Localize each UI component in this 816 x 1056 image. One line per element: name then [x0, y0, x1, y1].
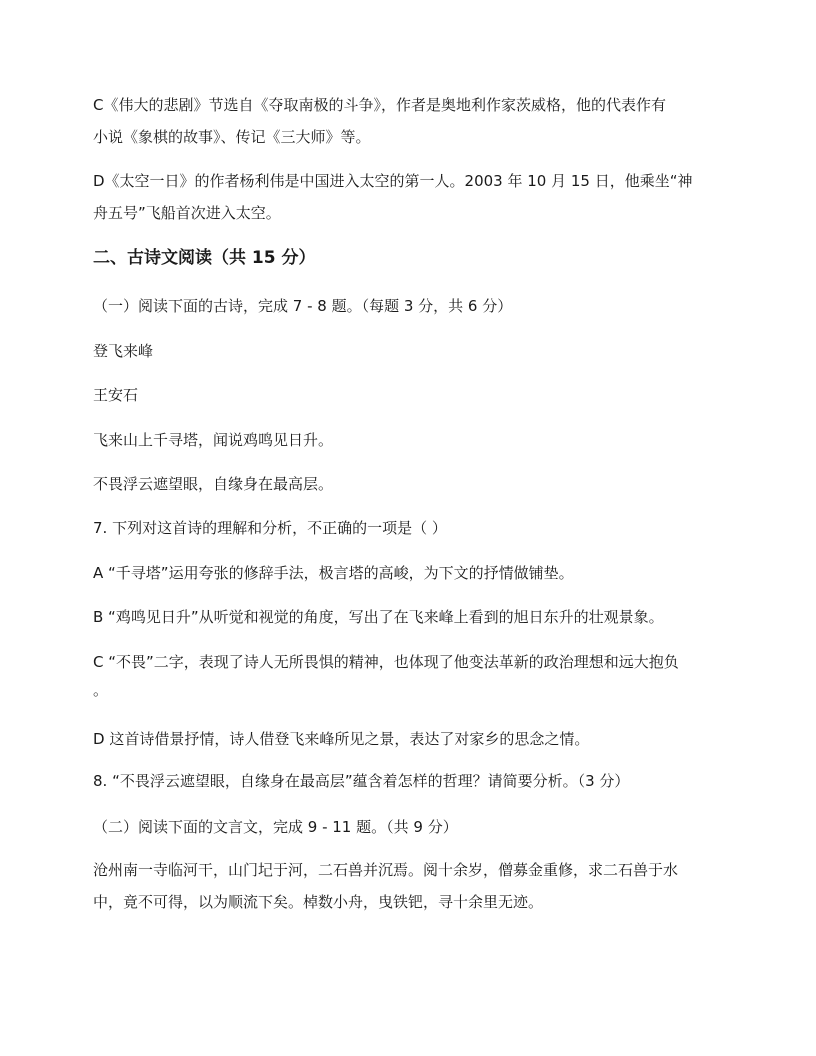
option-d-line-2: 舟五号”飞船首次进入太空。 [93, 204, 281, 222]
question-7-option-c-line-2: 。 [93, 681, 109, 699]
question-7-option-a: A “千寻塔”运用夸张的修辞手法，极言塔的高峻，为下文的抒情做铺垫。 [93, 564, 574, 582]
question-7-option-c-line-1: C “不畏”二字，表现了诗人无所畏惧的精神，也体现了他变法革新的政治理想和远大抱负 [93, 653, 679, 671]
passage-line-2: 中，竟不可得，以为顺流下矣。棹数小舟，曳铁钯，寻十余里无迹。 [93, 893, 544, 911]
poem-author: 王安石 [93, 386, 139, 404]
poem-title: 登飞来峰 [93, 342, 154, 360]
poem-line-1: 飞来山上千寻塔，闻说鸡鸣见日升。 [93, 431, 334, 449]
subsection-1-instruction: （一）阅读下面的古诗，完成 7 - 8 题。（每题 3 分，共 6 分） [93, 297, 513, 315]
question-7-option-d: D 这首诗借景抒情，诗人借登飞来峰所见之景，表达了对家乡的思念之情。 [93, 730, 590, 748]
option-d-line-1: D《太空一日》的作者杨利伟是中国进入太空的第一人。2003 年 10 月 15 日，他乘坐“神 [93, 172, 693, 190]
subsection-2-instruction: （二）阅读下面的文言文，完成 9 - 11 题。（共 9 分） [93, 818, 458, 836]
question-7: 7. 下列对这首诗的理解和分析，不正确的一项是（ ） [93, 519, 447, 537]
passage-line-1: 沧州南一寺临河干，山门圮于河，二石兽并沉焉。阅十余岁，僧募金重修，求二石兽于水 [93, 861, 679, 879]
section-heading: 二、古诗文阅读（共 15 分） [93, 248, 316, 268]
poem-line-2: 不畏浮云遮望眼，自缘身在最高层。 [93, 475, 334, 493]
option-c-line-2: 小说《象棋的故事》、传记《三大师》等。 [93, 128, 371, 146]
question-8: 8. “不畏浮云遮望眼，自缘身在最高层”蕴含着怎样的哲理？请简要分析。（3 分） [93, 772, 630, 790]
option-c-line-1: C《伟大的悲剧》节选自《夺取南极的斗争》，作者是奥地利作家茨威格，他的代表作有 [93, 96, 666, 114]
question-7-option-b: B “鸡鸣见日升”从听觉和视觉的角度，写出了在飞来峰上看到的旭日东升的壮观景象。 [93, 608, 664, 626]
